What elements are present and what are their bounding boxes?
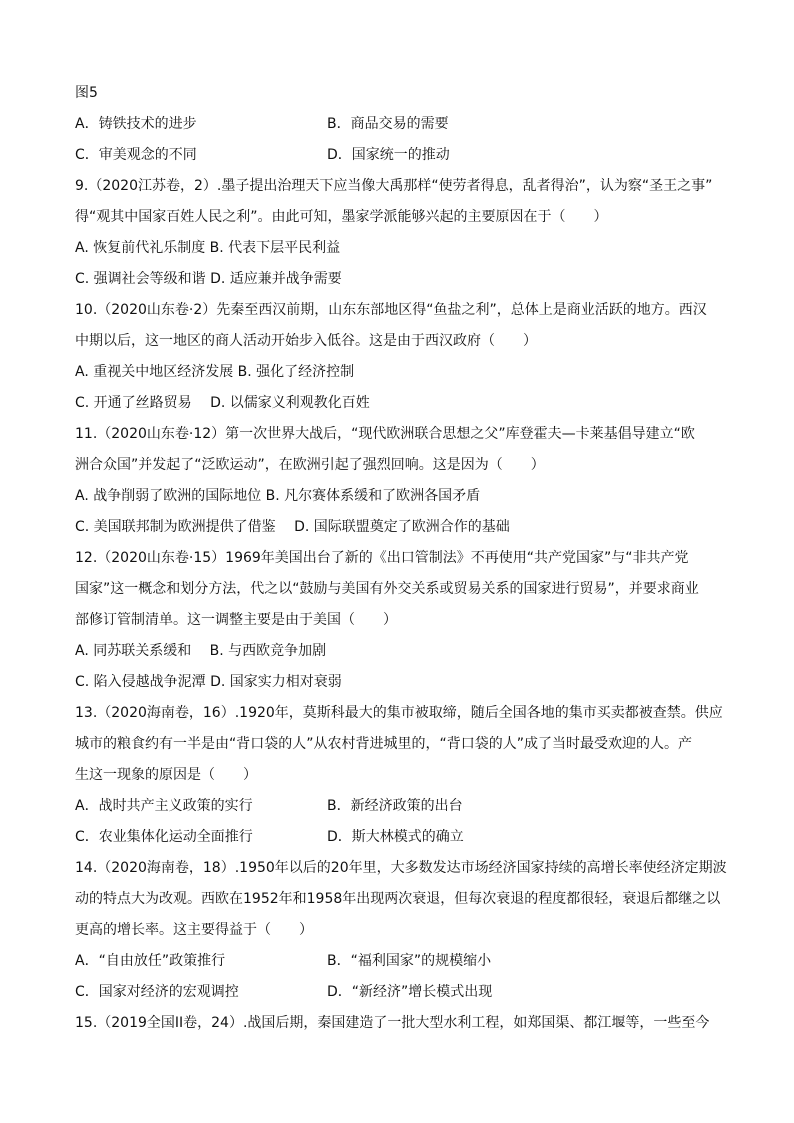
question-text-line: 洲合众国”并发起了“泛欧运动”，在欧洲引起了强烈回响。这是因为（ ） (75, 457, 545, 473)
question-text-line: 部修订管制清单。这一调整主要是由于美国（ ） (75, 612, 397, 628)
question-text-line: 10.（2020山东卷·2）先秦至西汉前期，山东东部地区得“鱼盐之利”，总体上是商业活跃的地方。西汉 (75, 302, 707, 318)
option-text: A．铸铁技术的进步 (75, 116, 197, 132)
option-row (75, 486, 735, 506)
question-text-line: 14.（2020海南卷，18）.1950年以后的20年里，大多数发达市场经济国家持续的高增长率使经济定期波 (75, 860, 727, 876)
option-row (75, 114, 735, 134)
option-row (75, 982, 735, 1002)
option-text: A. 恢复前代礼乐制度 B. 代表下层平民利益 (75, 240, 341, 256)
option-text: C．农业集体化运动全面推行 (75, 829, 253, 845)
option-text: C. 美国联邦制为欧洲提供了借鉴 D. 国际联盟奠定了欧洲合作的基础 (75, 519, 510, 535)
option-text: B．“福利国家”的规模缩小 (327, 953, 492, 969)
question-text-line: 13.（2020海南卷，16）.1920年，莫斯科最大的集市被取缔，随后全国各地的集市买卖都被查禁。供应 (75, 705, 723, 721)
option-text: C．审美观念的不同 (75, 147, 197, 163)
option-row (75, 145, 735, 165)
option-row (75, 672, 735, 692)
question-text-line: 得“观其中国家百姓人民之利”。由此可知，墨家学派能够兴起的主要原因在于（ ） (75, 209, 608, 225)
question-text-line: 12.（2020山东卷·15）1969年美国出台了新的《出口管制法》不再使用“共产党国家”与“非共产党 (75, 550, 689, 566)
option-text: D．“新经济”增长模式出现 (327, 984, 493, 1000)
question-text-line: 国家”这一概念和划分方法，代之以“鼓励与美国有外交关系或贸易关系的国家进行贸易”，并要求商业 (75, 581, 699, 597)
question-text-line: 15.（2019全国II卷，24）.战国后期，秦国建造了一批大型水利工程，如郑国渠、都江堰等，一些至今 (75, 1015, 710, 1031)
question-text-line: 生这一现象的原因是（ ） (75, 767, 257, 783)
option-row (75, 517, 735, 537)
option-text: A．战时共产主义政策的实行 (75, 798, 253, 814)
option-row (75, 269, 735, 289)
option-text: D．国家统一的推动 (327, 147, 450, 163)
question-text-line: 动的特点大为改观。西欧在1952年和1958年出现两次衰退，但每次衰退的程度都很轻，衰退后都继之以 (75, 891, 721, 907)
option-row (75, 362, 735, 382)
option-row (75, 393, 735, 413)
option-text: A. 重视关中地区经济发展 B. 强化了经济控制 (75, 364, 355, 380)
option-row (75, 827, 735, 847)
option-text: A. 战争削弱了欧洲的国际地位 B. 凡尔赛体系缓和了欧洲各国矛盾 (75, 488, 481, 504)
option-row (75, 641, 735, 661)
question-text-line: 中期以后，这一地区的商人活动开始步入低谷。这是由于西汉政府（ ） (75, 333, 537, 349)
option-text: A. 同苏联关系缓和 B. 与西欧竞争加剧 (75, 643, 327, 659)
option-text: B．商品交易的需要 (327, 116, 449, 132)
question-text-line: 11.（2020山东卷·12）第一次世界大战后，“现代欧洲联合思想之父”库登霍夫—卡莱基倡导建立“欧 (75, 426, 695, 442)
option-row (75, 796, 735, 816)
question-text-line: 城市的粮食约有一半是由“背口袋的人”从农村背进城里的，“背口袋的人”成了当时最受欢迎的人。产 (75, 736, 693, 752)
option-text: D．斯大林模式的确立 (327, 829, 464, 845)
figure-caption: 图5 (75, 85, 98, 101)
question-text-line: 9.（2020江苏卷，2）.墨子提出治理天下应当像大禹那样“使劳者得息，乱者得治”，认为察“圣王之事” (75, 178, 713, 194)
option-text: C. 开通了丝路贸易 D. 以儒家义利观教化百姓 (75, 395, 370, 411)
option-text: A．“自由放任”政策推行 (75, 953, 226, 969)
option-text: C. 强调社会等级和谐 D. 适应兼并战争需要 (75, 271, 342, 287)
question-text-line: 更高的增长率。这主要得益于（ ） (75, 922, 313, 938)
option-row (75, 238, 735, 258)
option-text: C．国家对经济的宏观调控 (75, 984, 239, 1000)
option-text: B．新经济政策的出台 (327, 798, 463, 814)
option-row (75, 951, 735, 971)
option-text: C. 陷入侵越战争泥潭 D. 国家实力相对衰弱 (75, 674, 342, 690)
